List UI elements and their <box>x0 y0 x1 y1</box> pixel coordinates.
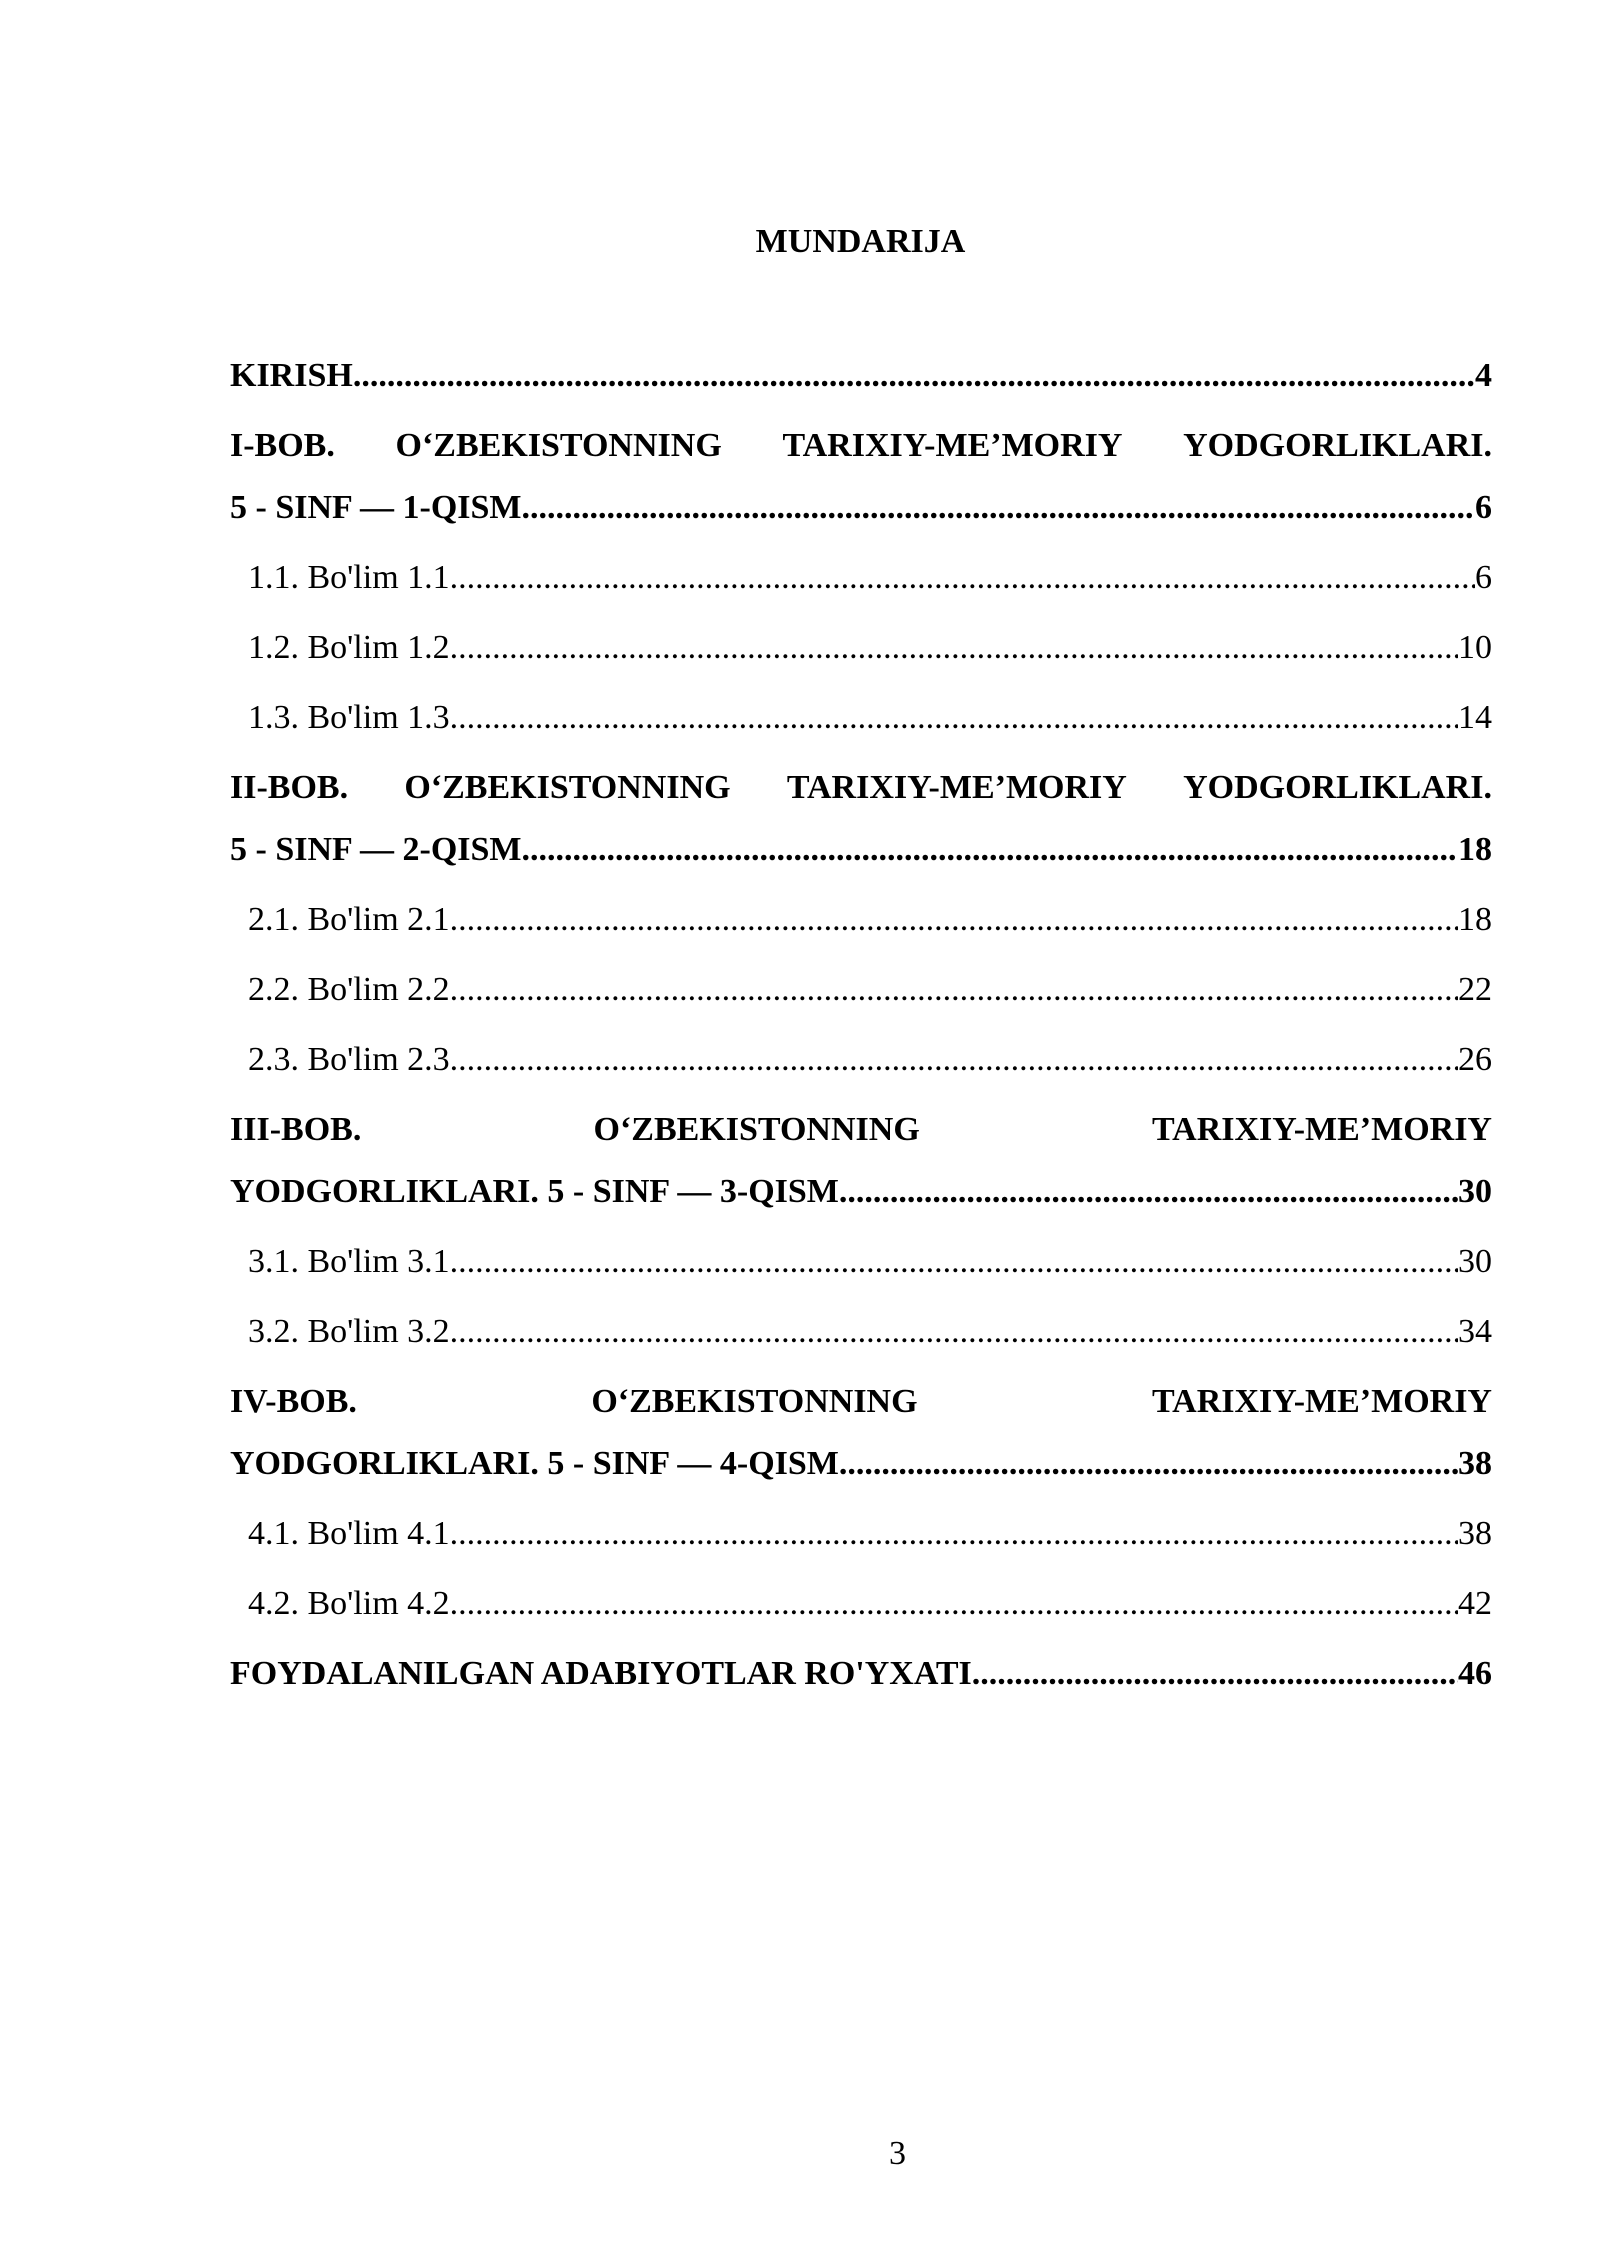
toc-entry-page: 38 <box>1458 1515 1492 1552</box>
toc-entry-section-4-2[interactable] <box>230 1584 1492 1654</box>
chapter-title-continuation <box>230 830 1492 900</box>
chapter-number: IV-BOB. <box>230 1383 357 1420</box>
toc-entry-page: 4 <box>1475 357 1492 394</box>
toc-entry-page: 38 <box>1458 1445 1492 1482</box>
chapter-title-continuation <box>230 1172 1492 1242</box>
dot-leader <box>450 970 1458 1010</box>
page-number: 3 <box>889 2135 906 2172</box>
dot-leader <box>450 1584 1458 1624</box>
toc-entry-label: 3.2. Bo'lim 3.2 <box>248 1313 450 1350</box>
dot-leader <box>450 1242 1458 1282</box>
chapter-number: III-BOB. <box>230 1111 362 1148</box>
toc-entry-page: 18 <box>1458 901 1492 938</box>
toc-entry-page: 30 <box>1458 1173 1492 1210</box>
toc-entry-section-1-1[interactable] <box>230 558 1492 628</box>
chapter-title-word: TARIXIY-ME’MORIY <box>1151 1111 1492 1148</box>
toc-entry-page: 34 <box>1458 1313 1492 1350</box>
toc-entry-label: 4.1. Bo'lim 4.1 <box>248 1515 450 1552</box>
toc-entry-label: FOYDALANILGAN ADABIYOTLAR RO'YXATI <box>230 1655 972 1692</box>
toc-entry-page: 18 <box>1458 831 1492 868</box>
toc-entry-section-1-2[interactable] <box>230 628 1492 698</box>
dot-leader <box>353 356 1475 396</box>
toc-entry-label: 2.2. Bo'lim 2.2 <box>248 971 450 1008</box>
chapter-title-word: YODGORLIKLARI. <box>1183 769 1492 806</box>
dot-leader <box>522 830 1458 870</box>
toc-entry-kirish[interactable] <box>230 356 1492 426</box>
chapter-title-word: O‘ZBEKISTONNING <box>404 769 731 806</box>
chapter-title-line <box>230 768 1492 830</box>
toc-entry-label: 4.2. Bo'lim 4.2 <box>248 1585 450 1622</box>
chapter-number: II-BOB. <box>230 769 349 806</box>
chapter-title-word: TARIXIY-ME’MORIY <box>786 769 1127 806</box>
chapter-number: I-BOB. <box>230 427 335 464</box>
toc-entry-label: 1.3. Bo'lim 1.3 <box>248 699 450 736</box>
dot-leader <box>450 900 1458 940</box>
dot-leader <box>450 1040 1458 1080</box>
toc-entry-page: 6 <box>1475 489 1492 526</box>
chapter-title-continuation <box>230 488 1492 558</box>
toc-entry-references[interactable] <box>230 1654 1492 1724</box>
toc-entry-section-2-2[interactable] <box>230 970 1492 1040</box>
toc-entry-label: 3.1. Bo'lim 3.1 <box>248 1243 450 1280</box>
chapter-title-continuation <box>230 1444 1492 1514</box>
chapter-title-word: O‘ZBEKISTONNING <box>395 427 722 464</box>
toc-entry-chapter-2[interactable] <box>230 768 1492 900</box>
chapter-title-line <box>230 426 1492 488</box>
toc-entry-label: YODGORLIKLARI. 5 - SINF — 3-QISM <box>230 1173 839 1210</box>
dot-leader <box>972 1654 1458 1694</box>
toc-entry-section-3-2[interactable] <box>230 1312 1492 1382</box>
chapter-title-word: O‘ZBEKISTONNING <box>591 1383 918 1420</box>
toc-entry-chapter-1[interactable] <box>230 426 1492 558</box>
dot-leader <box>450 628 1458 668</box>
chapter-title-word: YODGORLIKLARI. <box>1183 427 1492 464</box>
page-title: MUNDARIJA <box>755 223 966 260</box>
toc-entry-page: 42 <box>1458 1585 1492 1622</box>
dot-leader <box>450 698 1458 738</box>
dot-leader <box>450 1312 1458 1352</box>
toc-entry-page: 14 <box>1458 699 1492 736</box>
toc-entry-label: 2.3. Bo'lim 2.3 <box>248 1041 450 1078</box>
toc-entry-section-2-3[interactable] <box>230 1040 1492 1110</box>
toc-entry-chapter-3[interactable] <box>230 1110 1492 1242</box>
dot-leader <box>839 1172 1458 1212</box>
chapter-title-word: TARIXIY-ME’MORIY <box>1151 1383 1492 1420</box>
toc-entry-label: 2.1. Bo'lim 2.1 <box>248 901 450 938</box>
toc-entry-page: 30 <box>1458 1243 1492 1280</box>
toc-entry-label: 1.1. Bo'lim 1.1 <box>248 559 450 596</box>
toc-entry-label: 5 - SINF — 1-QISM <box>230 489 522 526</box>
dot-leader <box>450 1514 1458 1554</box>
toc-entry-page: 46 <box>1458 1655 1492 1692</box>
chapter-title-line <box>230 1382 1492 1444</box>
toc-entry-label: YODGORLIKLARI. 5 - SINF — 4-QISM <box>230 1445 839 1482</box>
toc-entry-section-4-1[interactable] <box>230 1514 1492 1584</box>
toc-entry-section-3-1[interactable] <box>230 1242 1492 1312</box>
chapter-title-word: TARIXIY-ME’MORIY <box>782 427 1123 464</box>
toc-entry-page: 10 <box>1458 629 1492 666</box>
toc-entry-label: KIRISH <box>230 357 353 394</box>
toc-entry-label: 5 - SINF — 2-QISM <box>230 831 522 868</box>
chapter-title-word: O‘ZBEKISTONNING <box>593 1111 920 1148</box>
dot-leader <box>522 488 1475 528</box>
dot-leader <box>450 558 1475 598</box>
toc-entry-section-2-1[interactable] <box>230 900 1492 970</box>
toc-entry-section-1-3[interactable] <box>230 698 1492 768</box>
dot-leader <box>839 1444 1458 1484</box>
toc-entry-page: 6 <box>1475 559 1492 596</box>
toc-entry-label: 1.2. Bo'lim 1.2 <box>248 629 450 666</box>
table-of-contents <box>230 356 1492 1724</box>
chapter-title-line <box>230 1110 1492 1172</box>
toc-entry-chapter-4[interactable] <box>230 1382 1492 1514</box>
toc-entry-page: 22 <box>1458 971 1492 1008</box>
toc-entry-page: 26 <box>1458 1041 1492 1078</box>
